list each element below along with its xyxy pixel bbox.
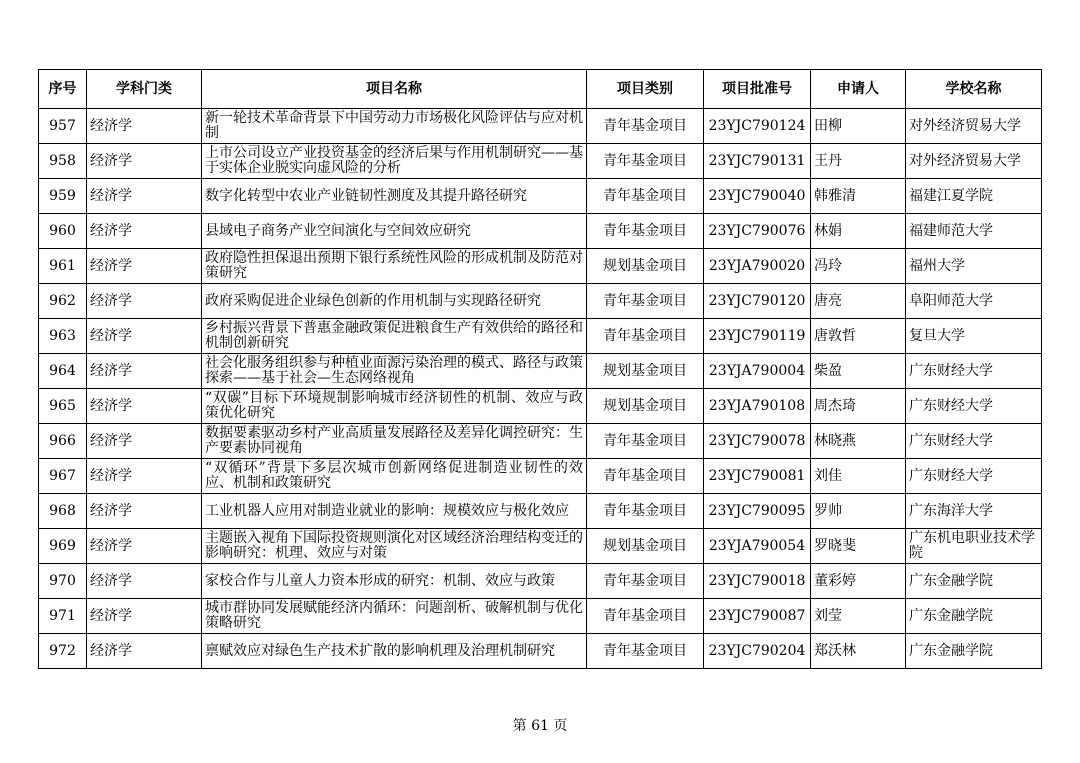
table-row — [39, 214, 1042, 249]
cell-project-name: “双循环”背景下多层次城市创新网络促进制造业韧性的效应、机制和政策研究 — [202, 459, 587, 494]
table-row — [39, 354, 1042, 389]
cell-approval-number: 23YJC790124 — [704, 109, 811, 144]
cell-index: 963 — [39, 319, 87, 354]
cell-school: 福建江夏学院 — [906, 179, 1042, 214]
cell-project-type: 青年基金项目 — [587, 424, 704, 459]
header-applicant: 申请人 — [811, 70, 906, 109]
table-row — [39, 634, 1042, 669]
cell-project-name: 城市群协同发展赋能经济内循环：问题剖析、破解机制与优化策略研究 — [202, 599, 587, 634]
cell-project-type: 青年基金项目 — [587, 459, 704, 494]
cell-project-name: 政府隐性担保退出预期下银行系统性风险的形成机制及防范对策研究 — [202, 249, 587, 284]
cell-approval-number: 23YJA790054 — [704, 529, 811, 564]
header-project-type: 项目类别 — [587, 70, 704, 109]
cell-project-name: 新一轮技术革命背景下中国劳动力市场极化风险评估与应对机制 — [202, 109, 587, 144]
cell-project-name: 县域电子商务产业空间演化与空间效应研究 — [202, 214, 587, 249]
header-row — [39, 70, 1042, 109]
cell-project-type: 青年基金项目 — [587, 319, 704, 354]
cell-project-name: 禀赋效应对绿色生产技术扩散的影响机理及治理机制研究 — [202, 634, 587, 669]
cell-discipline: 经济学 — [87, 214, 202, 249]
cell-project-type: 青年基金项目 — [587, 494, 704, 529]
cell-project-type: 规划基金项目 — [587, 249, 704, 284]
cell-project-type: 规划基金项目 — [587, 529, 704, 564]
cell-index: 965 — [39, 389, 87, 424]
cell-approval-number: 23YJA790020 — [704, 249, 811, 284]
cell-index: 960 — [39, 214, 87, 249]
cell-project-name: 数字化转型中农业产业链韧性测度及其提升路径研究 — [202, 179, 587, 214]
table-row — [39, 529, 1042, 564]
cell-project-type: 规划基金项目 — [587, 389, 704, 424]
cell-approval-number: 23YJC790120 — [704, 284, 811, 319]
cell-applicant: 唐亮 — [811, 284, 906, 319]
cell-project-type: 青年基金项目 — [587, 214, 704, 249]
cell-approval-number: 23YJC790018 — [704, 564, 811, 599]
cell-project-type: 青年基金项目 — [587, 144, 704, 179]
cell-applicant: 韩雅清 — [811, 179, 906, 214]
header-discipline: 学科门类 — [87, 70, 202, 109]
cell-school: 广东财经大学 — [906, 354, 1042, 389]
cell-index: 969 — [39, 529, 87, 564]
cell-school: 对外经济贸易大学 — [906, 109, 1042, 144]
cell-discipline: 经济学 — [87, 284, 202, 319]
cell-applicant: 罗晓斐 — [811, 529, 906, 564]
cell-index: 959 — [39, 179, 87, 214]
cell-school: 广东金融学院 — [906, 634, 1042, 669]
cell-index: 971 — [39, 599, 87, 634]
table-row — [39, 389, 1042, 424]
cell-applicant: 周杰琦 — [811, 389, 906, 424]
cell-school: 广东金融学院 — [906, 564, 1042, 599]
cell-discipline: 经济学 — [87, 319, 202, 354]
cell-project-name: 社会化服务组织参与种植业面源污染治理的模式、路径与政策探索——基于社会—生态网络视角 — [202, 354, 587, 389]
cell-approval-number: 23YJC790081 — [704, 459, 811, 494]
cell-discipline: 经济学 — [87, 634, 202, 669]
cell-project-name: “双碳”目标下环境规制影响城市经济韧性的机制、效应与政策优化研究 — [202, 389, 587, 424]
cell-discipline: 经济学 — [87, 529, 202, 564]
cell-project-name: 乡村振兴背景下普惠金融政策促进粮食生产有效供给的路径和机制创新研究 — [202, 319, 587, 354]
cell-project-name: 家校合作与儿童人力资本形成的研究：机制、效应与政策 — [202, 564, 587, 599]
table-row — [39, 494, 1042, 529]
cell-approval-number: 23YJC790119 — [704, 319, 811, 354]
cell-project-type: 青年基金项目 — [587, 179, 704, 214]
cell-approval-number: 23YJC790131 — [704, 144, 811, 179]
cell-discipline: 经济学 — [87, 424, 202, 459]
cell-applicant: 董彩婷 — [811, 564, 906, 599]
cell-index: 966 — [39, 424, 87, 459]
table-row — [39, 459, 1042, 494]
cell-discipline: 经济学 — [87, 179, 202, 214]
cell-index: 972 — [39, 634, 87, 669]
cell-school: 广东海洋大学 — [906, 494, 1042, 529]
cell-index: 962 — [39, 284, 87, 319]
table-row — [39, 284, 1042, 319]
cell-applicant: 罗帅 — [811, 494, 906, 529]
table-row — [39, 564, 1042, 599]
cell-project-type: 青年基金项目 — [587, 564, 704, 599]
cell-project-name: 主题嵌入视角下国际投资规则演化对区域经济治理结构变迁的影响研究：机理、效应与对策 — [202, 529, 587, 564]
cell-school: 对外经济贸易大学 — [906, 144, 1042, 179]
cell-index: 964 — [39, 354, 87, 389]
cell-discipline: 经济学 — [87, 249, 202, 284]
cell-applicant: 刘佳 — [811, 459, 906, 494]
cell-school: 广东金融学院 — [906, 599, 1042, 634]
cell-approval-number: 23YJC790087 — [704, 599, 811, 634]
cell-applicant: 王丹 — [811, 144, 906, 179]
cell-project-type: 青年基金项目 — [587, 284, 704, 319]
cell-index: 957 — [39, 109, 87, 144]
cell-approval-number: 23YJC790040 — [704, 179, 811, 214]
cell-approval-number: 23YJA790004 — [704, 354, 811, 389]
cell-approval-number: 23YJC790204 — [704, 634, 811, 669]
cell-project-type: 青年基金项目 — [587, 599, 704, 634]
cell-index: 958 — [39, 144, 87, 179]
cell-school: 复旦大学 — [906, 319, 1042, 354]
table-row — [39, 144, 1042, 179]
table-row — [39, 319, 1042, 354]
cell-project-type: 规划基金项目 — [587, 354, 704, 389]
cell-approval-number: 23YJC790076 — [704, 214, 811, 249]
cell-applicant: 郑沃林 — [811, 634, 906, 669]
cell-approval-number: 23YJA790108 — [704, 389, 811, 424]
cell-applicant: 冯玲 — [811, 249, 906, 284]
table-row — [39, 109, 1042, 144]
table-row — [39, 599, 1042, 634]
cell-discipline: 经济学 — [87, 144, 202, 179]
cell-school: 广东财经大学 — [906, 424, 1042, 459]
cell-school: 福建师范大学 — [906, 214, 1042, 249]
cell-index: 970 — [39, 564, 87, 599]
cell-school: 广东机电职业技术学院 — [906, 529, 1042, 564]
cell-approval-number: 23YJC790078 — [704, 424, 811, 459]
cell-discipline: 经济学 — [87, 564, 202, 599]
cell-school: 阜阳师范大学 — [906, 284, 1042, 319]
cell-discipline: 经济学 — [87, 494, 202, 529]
cell-school: 广东财经大学 — [906, 459, 1042, 494]
table-row — [39, 249, 1042, 284]
table-row — [39, 424, 1042, 459]
cell-approval-number: 23YJC790095 — [704, 494, 811, 529]
cell-discipline: 经济学 — [87, 109, 202, 144]
cell-index: 967 — [39, 459, 87, 494]
cell-applicant: 林娟 — [811, 214, 906, 249]
cell-discipline: 经济学 — [87, 459, 202, 494]
cell-project-name: 上市公司设立产业投资基金的经济后果与作用机制研究——基于实体企业脱实向虚风险的分析 — [202, 144, 587, 179]
cell-index: 968 — [39, 494, 87, 529]
cell-project-name: 数据要素驱动乡村产业高质量发展路径及差异化调控研究：生产要素协同视角 — [202, 424, 587, 459]
cell-index: 961 — [39, 249, 87, 284]
cell-project-type: 青年基金项目 — [587, 109, 704, 144]
cell-discipline: 经济学 — [87, 354, 202, 389]
page-number: 第 61 页 — [512, 718, 568, 734]
cell-school: 广东财经大学 — [906, 389, 1042, 424]
cell-discipline: 经济学 — [87, 389, 202, 424]
header-approval-number: 项目批准号 — [704, 70, 811, 109]
cell-project-type: 青年基金项目 — [587, 634, 704, 669]
project-table — [38, 69, 1042, 669]
header-school: 学校名称 — [906, 70, 1042, 109]
cell-project-name: 政府采购促进企业绿色创新的作用机制与实现路径研究 — [202, 284, 587, 319]
header-index: 序号 — [39, 70, 87, 109]
cell-applicant: 唐敦哲 — [811, 319, 906, 354]
cell-applicant: 林晓燕 — [811, 424, 906, 459]
cell-discipline: 经济学 — [87, 599, 202, 634]
table-body — [39, 109, 1042, 669]
cell-applicant: 田柳 — [811, 109, 906, 144]
table-row — [39, 179, 1042, 214]
cell-school: 福州大学 — [906, 249, 1042, 284]
header-project-name: 项目名称 — [202, 70, 587, 109]
cell-project-name: 工业机器人应用对制造业就业的影响：规模效应与极化效应 — [202, 494, 587, 529]
cell-applicant: 刘莹 — [811, 599, 906, 634]
cell-applicant: 柴盈 — [811, 354, 906, 389]
